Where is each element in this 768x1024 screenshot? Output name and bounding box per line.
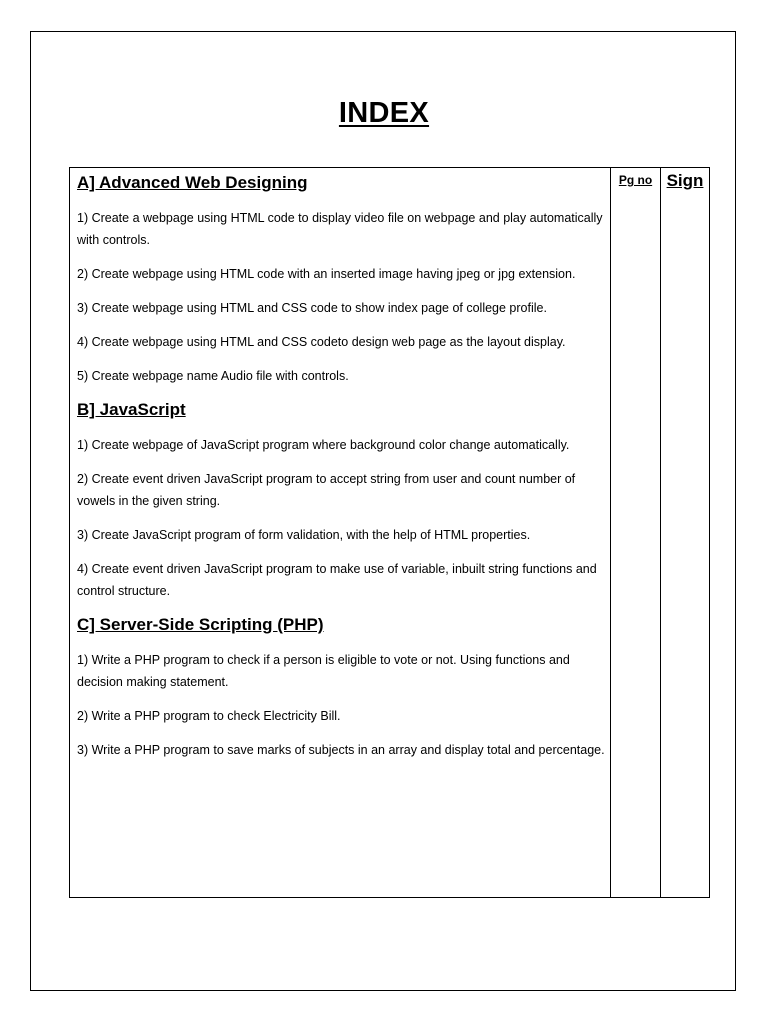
list-item: 4) Create webpage using HTML and CSS codeto design web page as the layout display.	[77, 335, 566, 349]
list-item: 4) Create event driven JavaScript program to make use of variable, inbuilt string functions and control structure.	[77, 562, 597, 598]
section-server-side-scripting	[77, 614, 610, 761]
list-item: 3) Create webpage using HTML and CSS code to show index page of college profile.	[77, 301, 547, 315]
list-item: 5) Create webpage name Audio file with controls.	[77, 369, 349, 383]
list-item: 1) Write a PHP program to check if a person is eligible to vote or not. Using functions and decision making statement.	[77, 653, 570, 689]
page-number-column	[611, 168, 661, 897]
section-heading: B] JavaScript	[77, 400, 186, 419]
list-item: 2) Create webpage using HTML code with an inserted image having jpeg or jpg extension.	[77, 267, 576, 281]
page-title: INDEX	[338, 97, 430, 129]
list-item: 2) Create event driven JavaScript program to accept string from user and count number of vowels in the given string.	[77, 472, 576, 508]
section-javascript	[77, 399, 610, 602]
section-heading: C] Server-Side Scripting (PHP)	[77, 615, 324, 634]
section-heading: A] Advanced Web Designing	[77, 173, 308, 192]
sign-header: Sign	[666, 171, 704, 190]
list-item: 3) Create JavaScript program of form validation, with the help of HTML properties.	[77, 528, 531, 542]
list-item: 3) Write a PHP program to save marks of subjects in an array and display total and percentage.	[77, 743, 605, 757]
list-item: 1) Create webpage of JavaScript program where background color change automatically.	[77, 438, 570, 452]
page-number-header: Pg no	[618, 173, 653, 187]
section-advanced-web-designing	[77, 172, 610, 387]
sign-column	[661, 168, 709, 897]
contents-column	[70, 168, 611, 897]
list-item: 2) Write a PHP program to check Electricity Bill.	[77, 709, 341, 723]
list-item: 1) Create a webpage using HTML code to display video file on webpage and play automatically with controls.	[77, 211, 603, 247]
index-table	[69, 167, 710, 898]
